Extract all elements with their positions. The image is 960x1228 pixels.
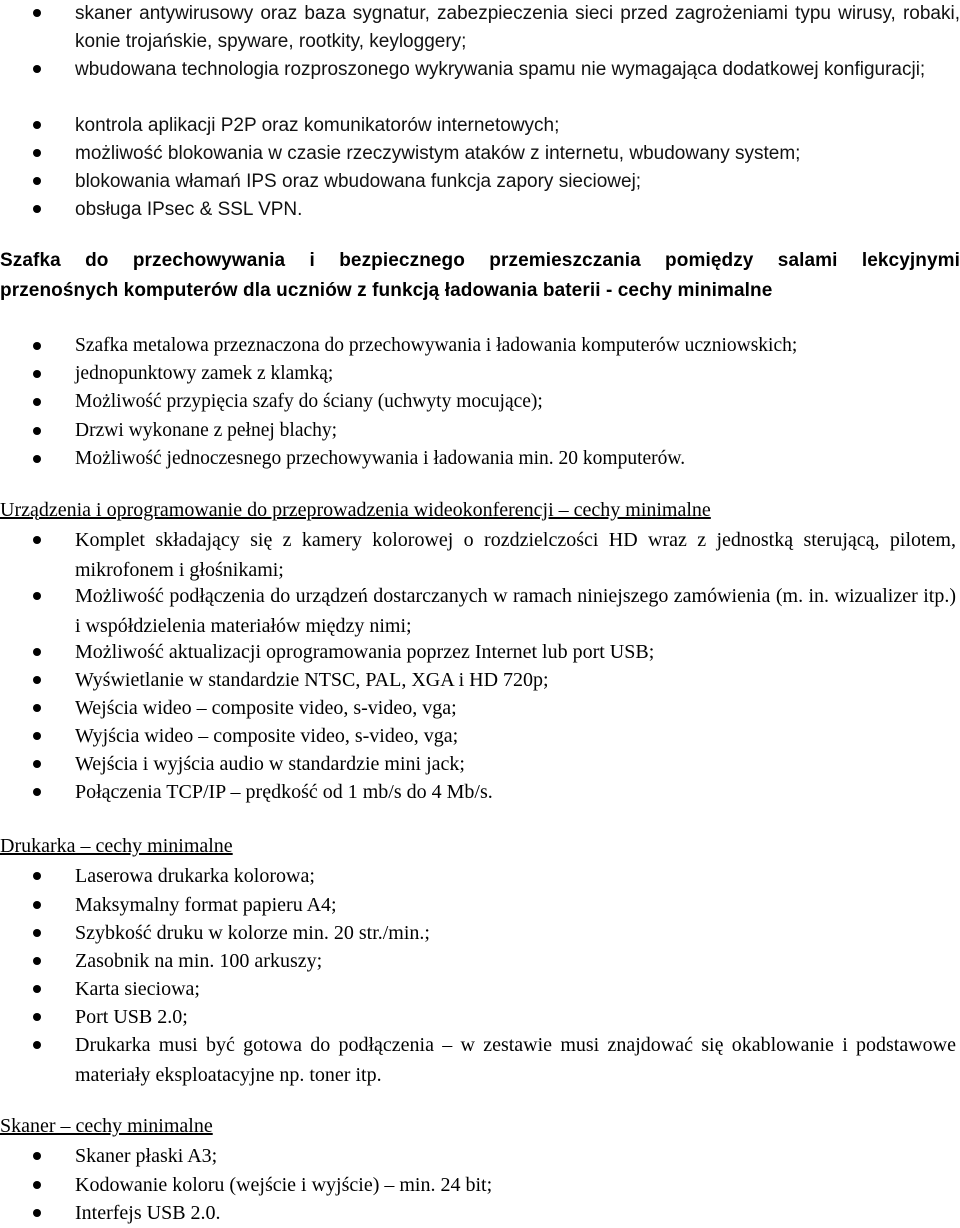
- list-item: Możliwość aktualizacji oprogramowania poprzez Internet lub port USB;: [0, 637, 960, 665]
- cabinet-heading-line2: przenośnych komputerów dla uczniów z funkcją ładowania baterii - cechy minimalne: [0, 280, 773, 301]
- printer-feature-list: [0, 861, 960, 1086]
- list-item: Możliwość przypięcia szafy do ściany (uchwyty mocujące);: [0, 387, 960, 416]
- list-item: blokowania włamań IPS oraz wbudowana funkcja zapory sieciowej;: [0, 168, 960, 196]
- list-item: Interfejs USB 2.0.: [0, 1198, 960, 1226]
- scanner-heading-text: Skaner – cechy minimalne: [0, 1115, 213, 1137]
- cabinet-feature-list: [0, 331, 960, 472]
- list-item: Port USB 2.0;: [0, 1002, 960, 1030]
- list-item: Zasobnik na min. 100 arkuszy;: [0, 946, 960, 974]
- list-item: Maksymalny format papieru A4;: [0, 890, 960, 918]
- cabinet-heading: [0, 246, 960, 306]
- list-item: możliwość blokowania w czasie rzeczywistym ataków z internetu, wbudowany system;: [0, 140, 960, 168]
- antivirus-feature-list: [0, 0, 960, 224]
- list-item: Komplet składający się z kamery kolorowej o rozdzielczości HD wraz z jednostką sterującą, pilotem, mikrofonem i głośnikami;: [0, 525, 960, 581]
- videoconference-feature-list: [0, 525, 960, 805]
- list-item: Szybkość druku w kolorze min. 20 str./min.;: [0, 918, 960, 946]
- list-item: Drukarka musi być gotowa do podłączenia – w zestawie musi znajdować się okablowanie i podstawowe materiały eksploatacyjne np. toner itp.: [0, 1030, 960, 1086]
- list-item: kontrola aplikacji P2P oraz komunikatorów internetowych;: [0, 112, 960, 140]
- printer-heading: [0, 831, 233, 861]
- scanner-feature-list: [0, 1141, 960, 1226]
- list-item: Karta sieciowa;: [0, 974, 960, 1002]
- scanner-heading: [0, 1111, 213, 1141]
- list-item: skaner antywirusowy oraz baza sygnatur, zabezpieczenia sieci przed zagrożeniami typu wirusy, robaki, konie trojańskie, spyware, rootkity, keyloggery;: [0, 0, 960, 56]
- list-item: obsługa IPsec & SSL VPN.: [0, 196, 960, 224]
- list-item: Skaner płaski A3;: [0, 1141, 960, 1170]
- list-item: Wyświetlanie w standardzie NTSC, PAL, XGA i HD 720p;: [0, 665, 960, 693]
- list-item: Kodowanie koloru (wejście i wyjście) – min. 24 bit;: [0, 1170, 960, 1198]
- list-item: Drzwi wykonane z pełnej blachy;: [0, 416, 960, 444]
- list-item: Wejścia wideo – composite video, s-video, vga;: [0, 693, 960, 721]
- list-item: wbudowana technologia rozproszonego wykrywania spamu nie wymagająca dodatkowej konfiguracji;: [0, 56, 960, 112]
- printer-heading-text: Drukarka – cechy minimalne: [0, 835, 233, 857]
- list-item: Szafka metalowa przeznaczona do przechowywania i ładowania komputerów uczniowskich;: [0, 331, 960, 359]
- list-item: Możliwość jednoczesnego przechowywania i ładowania min. 20 komputerów.: [0, 444, 960, 472]
- list-item: Połączenia TCP/IP – prędkość od 1 mb/s do 4 Mb/s.: [0, 777, 960, 805]
- videoconference-heading: [0, 495, 711, 525]
- videoconference-heading-text: Urządzenia i oprogramowanie do przeprowadzenia wideokonferencji – cechy minimalne: [0, 499, 711, 521]
- list-item: Wejścia i wyjścia audio w standardzie mini jack;: [0, 749, 960, 777]
- list-item: Laserowa drukarka kolorowa;: [0, 861, 960, 890]
- list-item: Wyjścia wideo – composite video, s-video, vga;: [0, 721, 960, 749]
- list-item: Możliwość podłączenia do urządzeń dostarczanych w ramach niniejszego zamówienia (m. in. wizualizer itp.) i współdzielenia materiałów między nimi;: [0, 581, 960, 637]
- cabinet-heading-line1: Szafka do przechowywania i bezpiecznego przemieszczania pomiędzy salami lekcyjnymi: [0, 250, 960, 271]
- list-item: jednopunktowy zamek z klamką;: [0, 359, 960, 387]
